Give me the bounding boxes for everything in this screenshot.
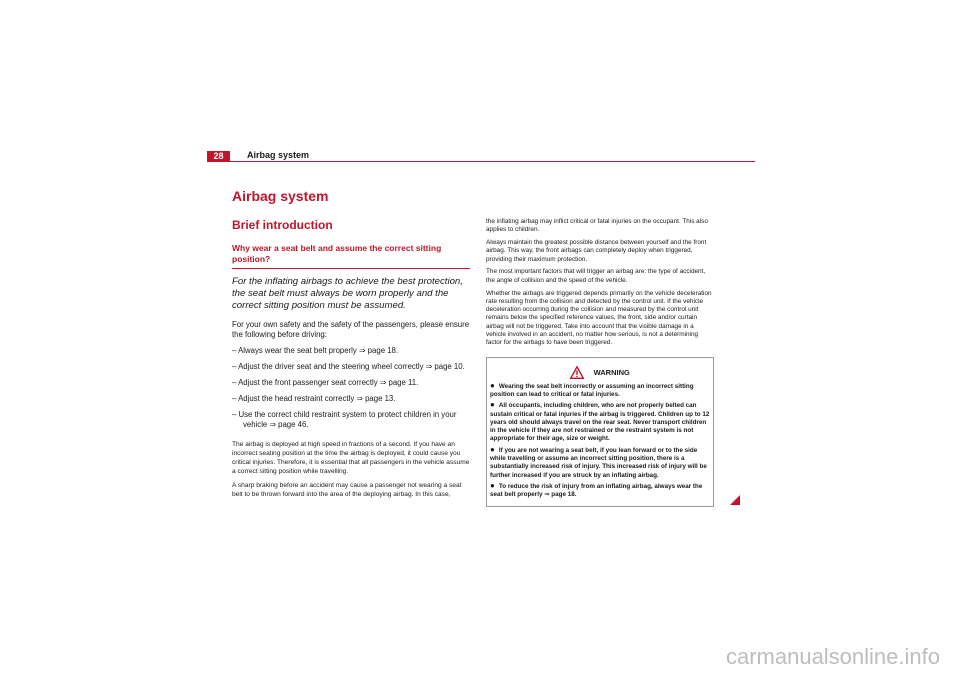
bullet-icon: ● [490,444,495,454]
warning-item: ● All occupants, including children, who are not properly belted can sustain critical or fatal injuries if the airbag is triggered. Children up to 12 years old should always travel on the rear seat. Never transport children in the vehicle if they are not restrained or the restraint system is not appropriate for their age, size or weight. [490,400,710,443]
bullet-icon: ● [490,380,495,390]
list-item: – Adjust the driver seat and the steering wheel correctly ⇒ page 10. [232,362,465,371]
intro-paragraph: For the inflating airbags to achieve the best protection, the seat belt must always be worn properly and the correct sitting position must be assumed. [232,276,463,311]
list-item: – Adjust the head restraint correctly ⇒ page 13. [232,394,396,403]
header-rule [207,161,755,162]
lead-paragraph: For your own safety and the safety of the passengers, please ensure the following before driving: [232,320,470,339]
section-title: Brief introduction [232,218,333,232]
list-item: – Always wear the seat belt properly ⇒ page 18. [232,346,399,355]
watermark: carmanualsonline.info [725,644,940,669]
warning-label: WARNING [593,367,630,377]
running-header: Airbag system [247,150,310,160]
body-paragraph: Whether the airbags are triggered depends primarily on the vehicle deceleration rate resulting from the collision and detected by the control unit. If the vehicle deceleration occurring during the collision and measured by the control unit remains below the specified reference values, the front, side and/or curtain airbag will not be triggered. Take into account that the visible damage in a vehicle involved in an accident, no matter how serious, is not a determining factor for the airbags to have been triggered. [486,289,712,347]
right-column [486,218,712,507]
bullet-icon: ● [490,480,495,490]
warning-header [490,364,710,378]
left-column [232,243,470,504]
bullet-icon: ● [490,400,495,410]
chapter-title: Airbag system [232,188,329,204]
body-paragraph: The most important factors that will trigger an airbag are: the type of accident, the angle of collision and the speed of the vehicle. [486,268,706,284]
warning-item: ● Wearing the seat belt incorrectly or assuming an incorrect sitting position can lead to critical or fatal injuries. [490,380,694,398]
continue-arrow-icon [730,495,740,505]
body-paragraph: Always maintain the greatest possible distance between yourself and the front airbag. This way, the front airbags can completely deploy when triggered, providing their maximum protection. [486,239,707,263]
warning-triangle-icon [570,366,584,379]
body-paragraph: The airbag is deployed at high speed in fractions of a second. If you have an incorrect seating position at the time the airbag is deployed, it could cause you critical injuries. Therefore, it is essential that all passengers in the vehicle assume a correct sitting position while travelling. [232,441,470,475]
body-paragraph: A sharp braking before an accident may cause a passenger not wearing a seat belt to be thrown forward into the area of the deploying airbag. In this case, [232,482,462,498]
warning-item: ● To reduce the risk of injury from an inflating airbag, always wear the seat belt properly ⇒ page 18. [490,480,703,499]
warning-item: ● If you are not wearing a seat belt, if you lean forward or to the side while travelling or assume an incorrect sitting position, there is a substantially increased risk of injury. This increased risk of injury will be further increased if you are struck by an inflating airbag. [490,444,707,479]
warning-box [486,357,714,507]
page-number: 28 [207,151,230,162]
subsection-title: Why wear a seat belt and assume the correct sitting position? [232,243,470,269]
body-paragraph: the inflating airbag may inflict critical or fatal injuries on the occupant. This also applies to children. [486,218,708,234]
list-item: – Adjust the front passenger seat correctly ⇒ page 11. [232,378,419,387]
list-item: – Use the correct child restraint system to protect children in your vehicle ⇒ page 46. [232,410,457,429]
